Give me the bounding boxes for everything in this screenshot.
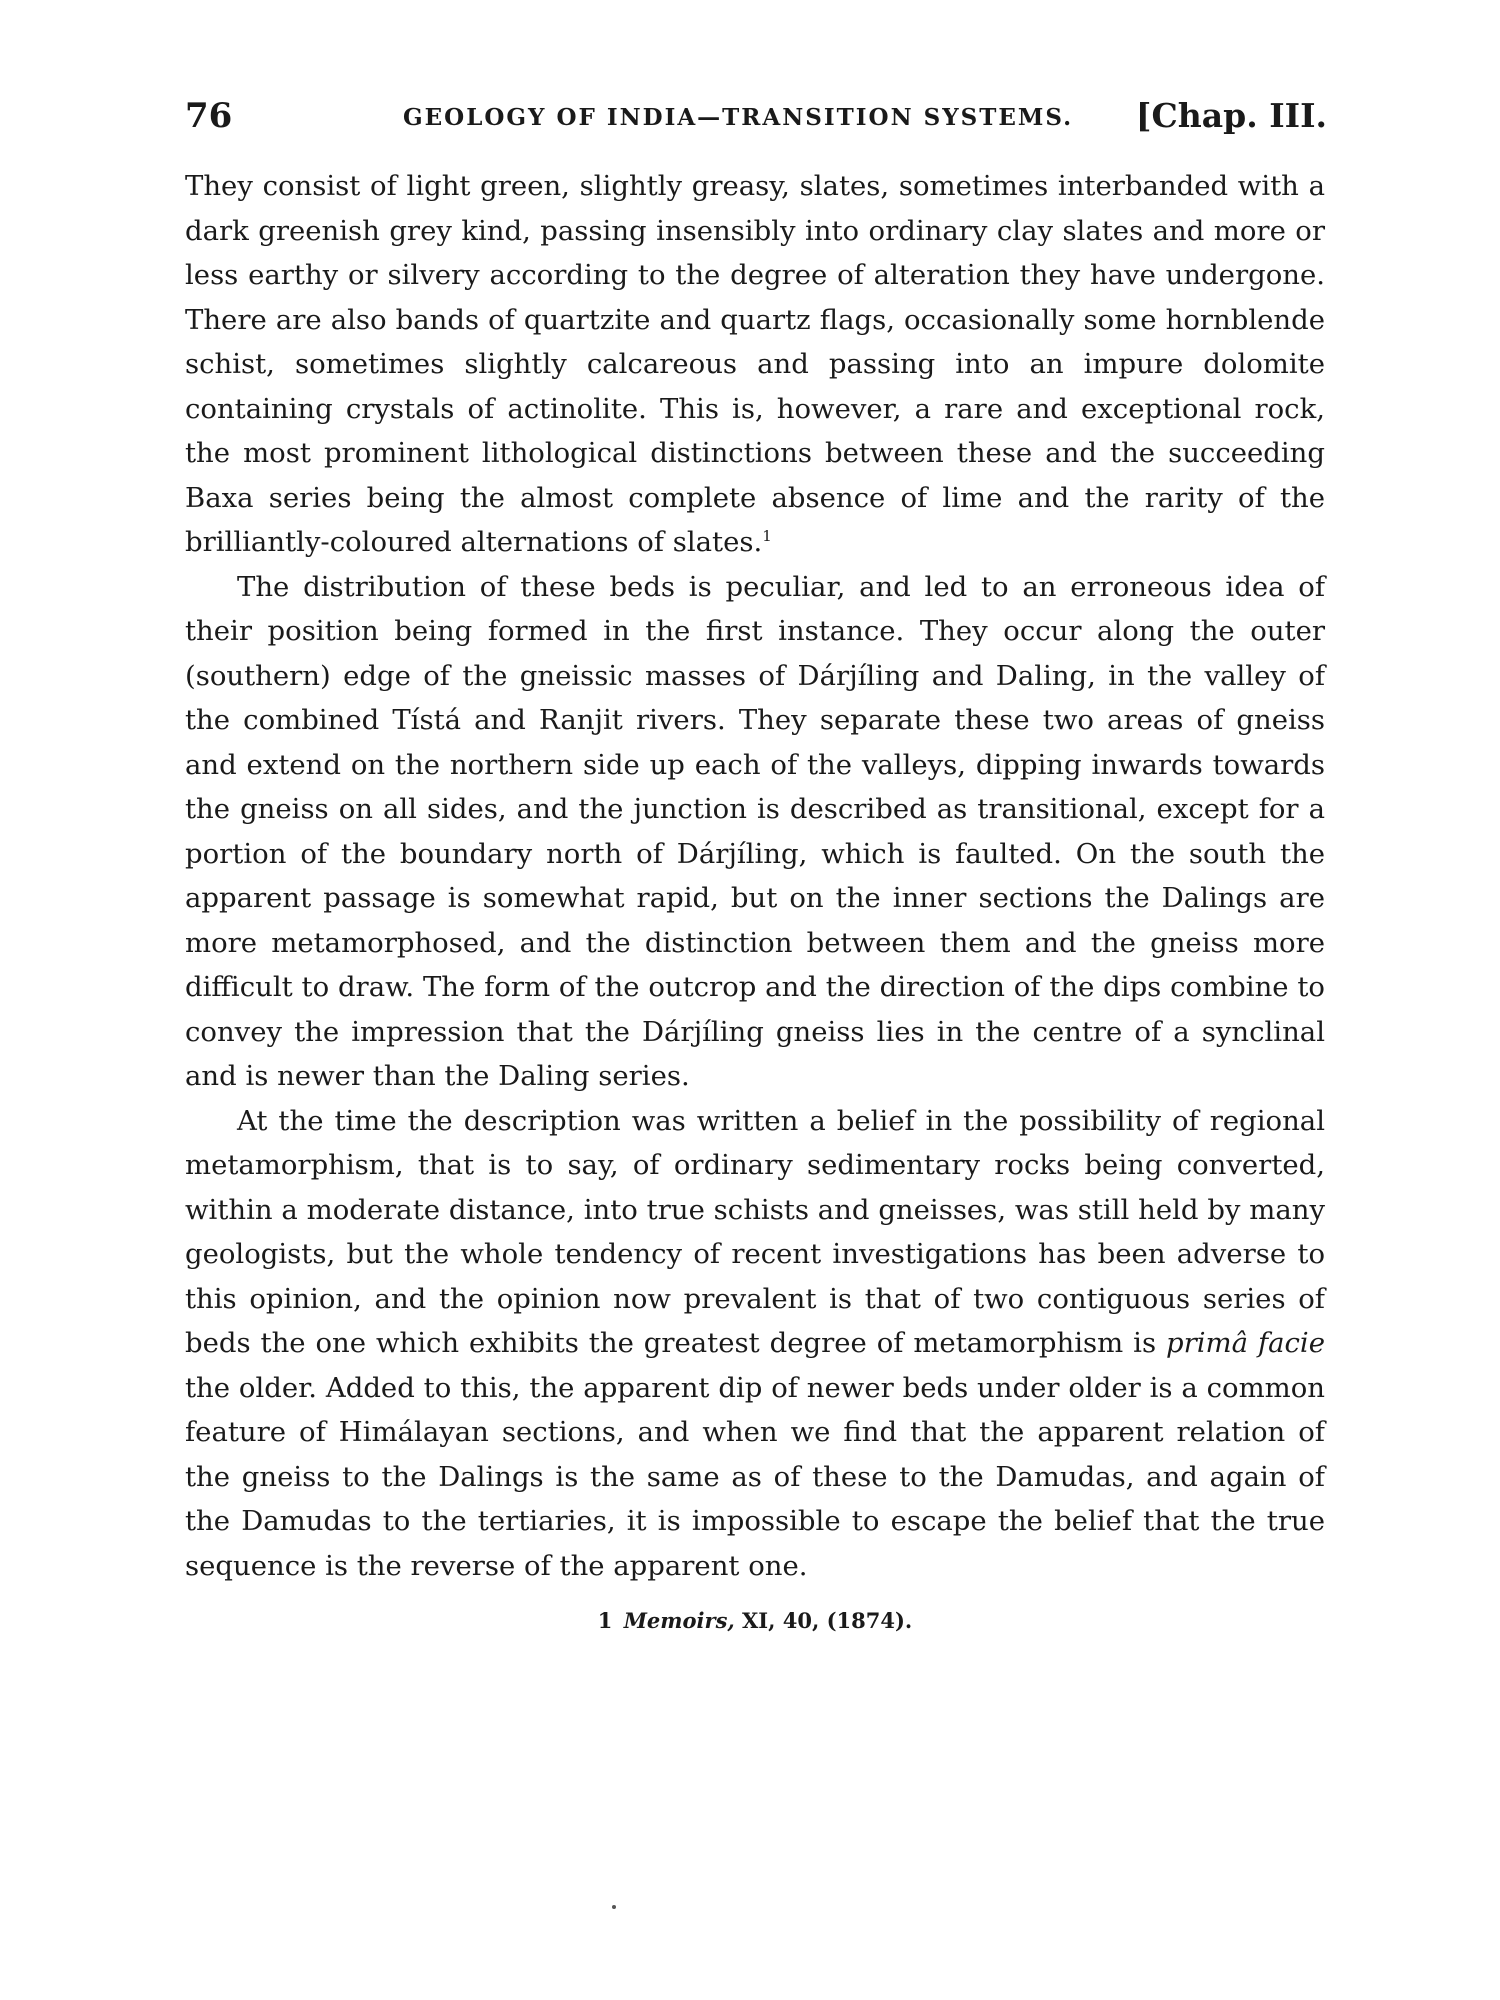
latin-phrase: primâ facie: [1166, 1327, 1325, 1359]
chapter-reference: [Chap. III.: [1135, 96, 1327, 135]
book-page: [185, 92, 1325, 1892]
footnote: [185, 1608, 1325, 1633]
running-title: GEOLOGY OF INDIA—TRANSITION SYSTEMS.: [403, 104, 1074, 131]
footnote-citation: XI, 40, (1874).: [742, 1608, 913, 1633]
paragraph-1: [185, 164, 1325, 565]
body-text: [185, 164, 1325, 1588]
footnote-number: 1: [597, 1608, 613, 1633]
paragraph-2: [185, 565, 1325, 1099]
running-head: [185, 92, 1325, 154]
footnote-title: Memoirs,: [623, 1608, 735, 1633]
paragraph-2-text: The distribution of these beds is peculiar, and led to an erroneous idea of their position being formed in the first instance. They occur along the outer (southern) edge of the gneissic masses of Dárjíling and Daling, in the valley of the combined Tístá and Ranjit rivers. They separate these two areas of gneiss and extend on the northern side up each of the valleys, dipping inwards towards the gneiss on all sides, and the junction is described as transitional, except for a portion of the boundary north of Dárjíling, which is faulted. On the south the apparent passage is somewhat rapid, but on the inner sections the Dalings are more metamorphosed, and the distinction between them and the gneiss more difficult to draw. The form of the outcrop and the direction of the dips combine to convey the impression that the Dárjíling gneiss lies in the centre of a synclinal and is newer than the Daling series.: [185, 570, 1325, 1092]
paragraph-3-text-after: the older. Added to this, the apparent dip of newer beds under older is a common feature of Himálayan sections, and when we find that the apparent relation of the gneiss to the Dalings is the same as of these to the Damudas, and again of the Damudas to the tertiaries, it is impossible to escape the belief that the true sequence is the reverse of the apparent one.: [185, 1371, 1325, 1582]
print-speck: [612, 1905, 616, 1909]
footnote-reference: 1: [762, 526, 772, 545]
paragraph-3: [185, 1099, 1325, 1589]
paragraph-1-text: They consist of light green, slightly greasy, slates, sometimes interbanded with a dark greenish grey kind, passing insensibly into ordinary clay slates and more or less earthy or silvery according to the degree of alteration they have undergone. There are also bands of quartzite and quartz flags, occasionally some hornblende schist, sometimes slightly calcareous and passing into an impure dolomite containing crystals of actinolite. This is, however, a rare and exceptional rock, the most prominent lithological distinctions between these and the succeeding Baxa series being the almost complete absence of lime and the rarity of the brilliantly-coloured alternations of slates.: [185, 170, 1325, 558]
page-number: 76: [185, 96, 233, 136]
paragraph-3-text-before: At the time the description was written a belief in the possibility of regional metamorphism, that is to say, of ordinary sedimentary rocks being converted, within a moderate distance, into true schists and gneisses, was still held by many geologists, but the whole tendency of recent investigations has been adverse to this opinion, and the opinion now prevalent is that of two contiguous series of beds the one which exhibits the greatest degree of metamorphism is: [185, 1104, 1325, 1359]
